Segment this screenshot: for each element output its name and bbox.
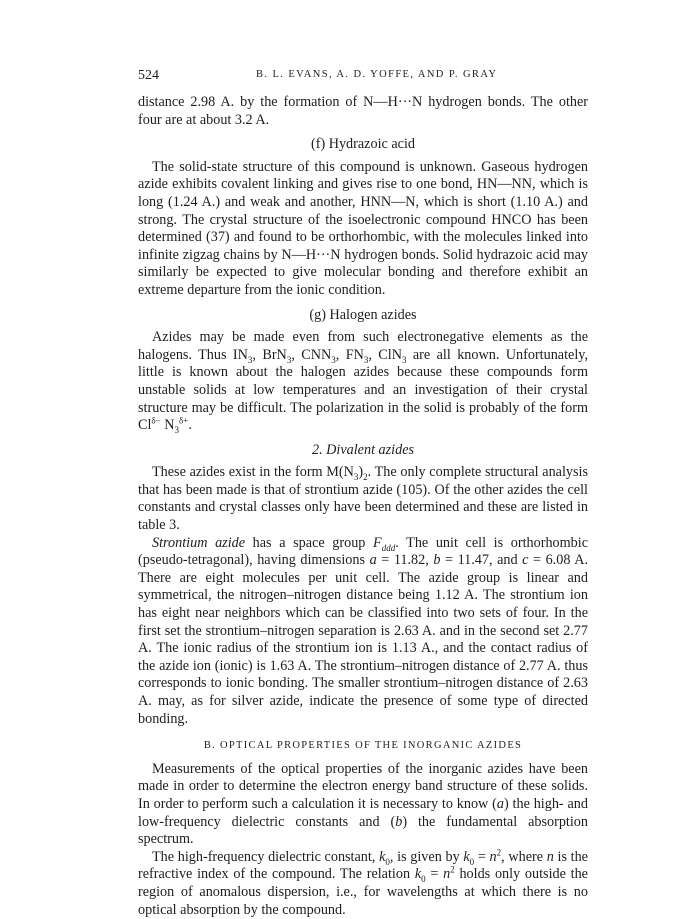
body-text <box>138 94 588 919</box>
paragraph-strontium-azide: Strontium azide has a space group $F_{ddd}$. The unit cell is orthorhombic (pseudo-tetragonal), having dimensions a = 11.82, b = 11.47, and c = 6.08 A. There are eight molecules per unit cell. The azide group is linear and symmetrical, the nitrogen–nitrogen distance being 1.12 A. The strontium ion has eight near neighbors which can be classified into two sets of four. In the first set the strontium–nitrogen separation is 2.63 A. and in the second set 2.77 A. The ionic radius of the strontium ion is 1.13 A., and the contact radius of the azide ion (ionic) is 1.63 A. The strontium–nitrogen distance of 2.77 A. thus corresponds to ionic bonding. The smaller strontium–nitrogen distance of 2.63 A. may, as for silver azide, indicate the presence of some type of directed bonding. <box>138 534 588 727</box>
heading-hydrazoic-acid: (f) Hydrazoic acid <box>311 136 415 153</box>
heading-divalent-azides: 2. Divalent azides <box>311 441 415 458</box>
heading-halogen-azides: (g) Halogen azides <box>309 306 417 323</box>
heading-optical-properties: B. OPTICAL PROPERTIES OF THE INORGANIC AZIDES <box>203 740 523 752</box>
author-line: B. L. EVANS, A. D. YOFFE, AND P. GRAY <box>256 69 498 80</box>
paragraph-halogen-azides: Azides may be made even from such electronegative elements as the halogens. Thus $IN_3$, BrN$_3$, $CNN_3$, $FN_3$, ClN$_3$ are all known. Unfortunately, little is known about the halogen azides because these compounds form unstable solids at low temperatures and an investigation of their crystal structure may be difficult. The polarization in the solid is probably of the form $Cl^{\delta-}$ $N_3^{\delta+}$. <box>138 329 589 435</box>
paragraph-hydrazoic-acid: The solid-state structure of this compound is unknown. Gaseous hydrogen azide exhibits covalent linking and gives rise to one bond, HN—NN, which is long (1.24 A.) and weak and another, HNN—N, which is short (1.10 A.) and strong. The crystal structure of the isoelectronic compound HNCO has been determined (37) and found to be orthorhombic, with the molecules linked into infinite zigzag chains by N—H···N hydrogen bonds. Solid hydrazoic acid may similarly be expected to give molecular bonding and therefore exhibit an extreme departure from the ionic condition. <box>138 158 588 298</box>
continued-paragraph: distance 2.98 A. by the formation of N—H···N hydrogen bonds. The other four are at about 3.2 A. <box>138 94 588 128</box>
page-number: 524 <box>138 68 159 83</box>
paragraph-divalent-azides: These azides exist in the form $M(N_3)_2$. The only complete structural analysis that has been made is that of strontium azide (105). Of the other azides the cell constants and crystal classes only have been determined and these are listed in table 3. <box>138 464 589 534</box>
paragraph-optical-measurements: Measurements of the optical properties of the inorganic azides have been made in order to determine the electron energy band structure of these solids. In order to perform such a calculation it is necessary to know (a) the high- and low-frequency dielectric constants and (b) the fundamental absorption spectrum. <box>138 760 588 848</box>
paragraph-dielectric-constant: The high-frequency dielectric constant, $k_0$, is given by $k_0 = n^2$, where n is the refractive index of the compound. The relation $k_0 = n^2$ holds only outside the region of anomalous dispersion, i.e., for wavelengths at which there is no optical absorption by the compound. <box>138 847 588 918</box>
running-head <box>138 68 588 88</box>
